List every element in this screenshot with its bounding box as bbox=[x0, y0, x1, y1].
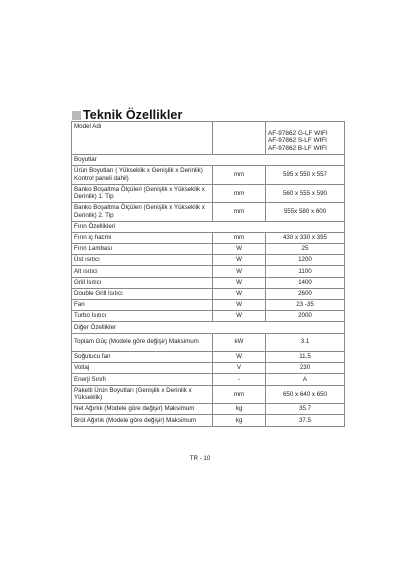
spec-row bbox=[72, 184, 345, 203]
spec-value: 560 x 555 x 590 bbox=[266, 184, 345, 203]
spec-label: Üst ısıtıcı bbox=[72, 255, 213, 266]
spec-label: Soğutucu fan bbox=[72, 352, 213, 363]
model-value: AF-97862 G-LF WIFI bbox=[268, 129, 328, 137]
spec-label: Brüt Ağırlık (Modele göre değişir) Maksimum bbox=[72, 415, 213, 426]
spec-row bbox=[72, 352, 345, 363]
spec-row bbox=[72, 232, 345, 243]
spec-unit: W bbox=[213, 288, 266, 299]
spec-value: 555x 580 x 600 bbox=[266, 203, 345, 222]
section-title: Fırın Özellikleri bbox=[72, 221, 345, 232]
spec-label: Paketli Ürün Boyutları (Genişlik x Derinlik x Yükseklik) bbox=[72, 385, 213, 404]
spec-unit: W bbox=[213, 255, 266, 266]
spec-label: Ürün Boyutları ( Yükseklik x Genişlik x Derinlik) Kontrol paneli dahil) bbox=[72, 166, 213, 185]
section-row bbox=[72, 155, 345, 166]
page-number: TR - 10 bbox=[189, 455, 211, 462]
spec-row bbox=[72, 255, 345, 266]
spec-unit: mm bbox=[213, 232, 266, 243]
spec-label: Enerji Sınıfı bbox=[72, 374, 213, 385]
spec-row bbox=[72, 244, 345, 255]
spec-row bbox=[72, 300, 345, 311]
spec-value: A bbox=[266, 374, 345, 385]
model-row bbox=[72, 122, 345, 155]
spec-row bbox=[72, 415, 345, 426]
model-unit-cell bbox=[213, 122, 266, 155]
spec-value: 430 x 330 x 395 bbox=[266, 232, 345, 243]
spec-unit: W bbox=[213, 277, 266, 288]
spec-label: Fan bbox=[72, 300, 213, 311]
section-title: Boyutlar bbox=[72, 155, 345, 166]
spec-unit: kg bbox=[213, 415, 266, 426]
spec-unit: W bbox=[213, 311, 266, 322]
spec-row bbox=[72, 363, 345, 374]
spec-value: 1400 bbox=[266, 277, 345, 288]
spec-unit: W bbox=[213, 352, 266, 363]
spec-row bbox=[72, 277, 345, 288]
spec-unit: mm bbox=[213, 184, 266, 203]
page-heading bbox=[72, 108, 182, 122]
spec-value: 35.7 bbox=[266, 404, 345, 415]
spec-value: 650 x 640 x 650 bbox=[266, 385, 345, 404]
spec-unit: W bbox=[213, 300, 266, 311]
spec-value: 37.5 bbox=[266, 415, 345, 426]
spec-unit: kW bbox=[213, 333, 266, 352]
spec-table bbox=[71, 121, 345, 427]
model-value: AF-97862 B-LF WIFI bbox=[268, 145, 327, 153]
spec-row bbox=[72, 404, 345, 415]
page-title: Teknik Özellikler bbox=[83, 108, 183, 122]
model-values bbox=[266, 122, 345, 155]
spec-value: 1200 bbox=[266, 255, 345, 266]
spec-unit: W bbox=[213, 266, 266, 277]
model-value: AF-97862 S-LF WIFI bbox=[268, 137, 327, 145]
spec-value: 25 bbox=[266, 244, 345, 255]
spec-row bbox=[72, 288, 345, 299]
spec-label: Banko Boşaltma Ölçüleri (Genişlik x Yükseklik x Derinlik) 2. Tip bbox=[72, 203, 213, 222]
spec-value: 11,5 bbox=[266, 352, 345, 363]
spec-label: Voltaj bbox=[72, 363, 213, 374]
spec-value: 230 bbox=[266, 363, 345, 374]
spec-value: 3.1 bbox=[266, 333, 345, 352]
spec-row bbox=[72, 266, 345, 277]
spec-label: Fırın iç hacmi bbox=[72, 232, 213, 243]
spec-row bbox=[72, 311, 345, 322]
spec-row bbox=[72, 333, 345, 352]
spec-table-body bbox=[72, 122, 345, 427]
spec-value: 2000 bbox=[266, 311, 345, 322]
spec-value: 2600 bbox=[266, 288, 345, 299]
spec-label: Toplam Güç (Modele göre değişir) Maksimum bbox=[72, 333, 213, 352]
spec-unit: kg bbox=[213, 404, 266, 415]
heading-marker bbox=[72, 111, 81, 120]
spec-row bbox=[72, 374, 345, 385]
spec-row bbox=[72, 166, 345, 185]
spec-label: Double Grill Isıtıcı bbox=[72, 288, 213, 299]
section-title: Diğer Özellikler bbox=[72, 322, 345, 333]
spec-unit: mm bbox=[213, 203, 266, 222]
spec-unit: mm bbox=[213, 166, 266, 185]
section-row bbox=[72, 221, 345, 232]
spec-label: Banko Boşaltma Ölçüleri (Genişlik x Yükseklik x Derinlik) 1. Tip bbox=[72, 184, 213, 203]
spec-value: 1100 bbox=[266, 266, 345, 277]
spec-unit: - bbox=[213, 374, 266, 385]
spec-row bbox=[72, 385, 345, 404]
spec-label: Net Ağırlık (Modele göre değişir) Maksimum bbox=[72, 404, 213, 415]
spec-label: Grill Isıtıcı bbox=[72, 277, 213, 288]
spec-label: Fırın Lambası bbox=[72, 244, 213, 255]
spec-unit: V bbox=[213, 363, 266, 374]
spec-label: Turbo Isıtıcı bbox=[72, 311, 213, 322]
spec-value: 23 -35 bbox=[266, 300, 345, 311]
section-row bbox=[72, 322, 345, 333]
spec-unit: W bbox=[213, 244, 266, 255]
spec-unit: mm bbox=[213, 385, 266, 404]
spec-row bbox=[72, 203, 345, 222]
spec-label: Alt ısıtıcı bbox=[72, 266, 213, 277]
model-label: Model Adı bbox=[72, 122, 213, 155]
spec-value: 595 x 550 x 557 bbox=[266, 166, 345, 185]
